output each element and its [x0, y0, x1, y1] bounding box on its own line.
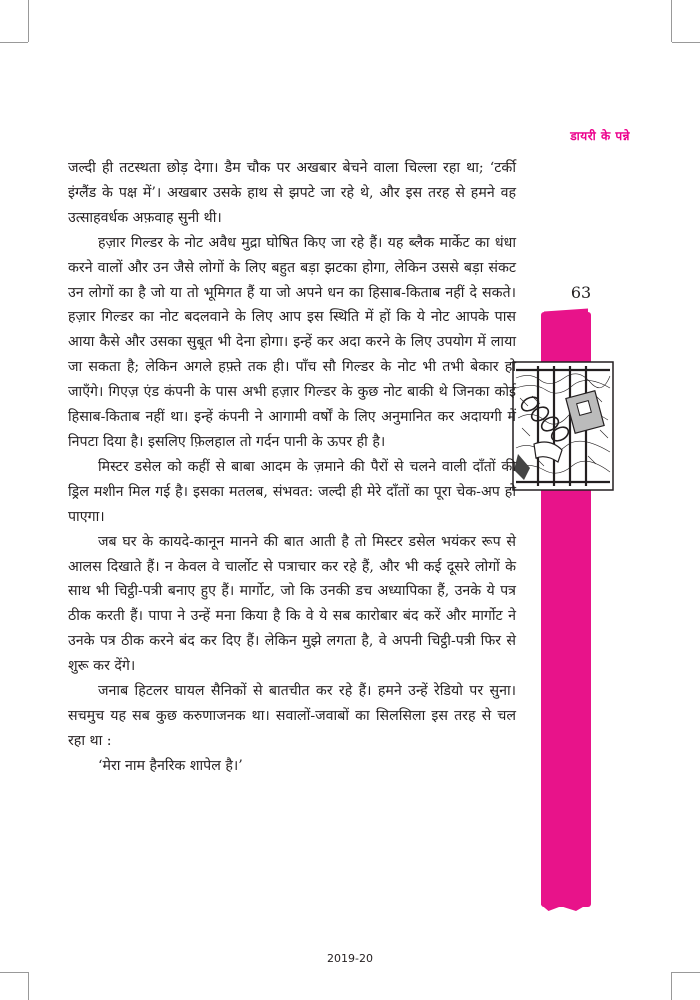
- paragraph-3: मिस्टर डसेल को कहीं से बाबा आदम के ज़माने की पैरों से चलने वाली दाँतों की ड्रिल मशीन मिल गई है। इसका मतलब, संभवत: जल्दी ही मेरे दाँतों का पूरा चेक-अप हो पाएगा।: [68, 458, 516, 525]
- paragraph-5: जनाब हिटलर घायल सैनिकों से बातचीत कर रहे हैं। हमने उन्हें रेडियो पर सुना। सचमुच यह सब कुछ करुणाजनक था। सवालों-जवाबों का सिलसिला इस तरह से चल रहा था :: [68, 683, 516, 749]
- running-header: डायरी के पन्ने: [570, 129, 630, 143]
- body-text: [68, 156, 516, 779]
- prison-bars-illustration: [510, 358, 616, 494]
- crop-mark-bl-h: [0, 972, 28, 973]
- page-number: 63: [570, 283, 592, 302]
- crop-mark-tr-h: [672, 42, 700, 43]
- crop-mark-tr-v: [671, 0, 672, 42]
- paragraph-2: हज़ार गिल्डर के नोट अवैध मुद्रा घोषित किए जा रहे हैं। यह ब्लैक मार्केट का धंधा करने वालों और उन जैसे लोगों के लिए बहुत बड़ा झटका होगा, लेकिन उससे बड़ा संकट उन लोगों का है जो या तो भूमिगत हैं या जो अपने धन का हिसाब-किताब नहीं दे सकते। हज़ार गिल्डर का नोट बदलवाने के लिए आप इस स्थिति में हों कि ये नोट आपके पास आया कैसे और उसका सुबूत भी देना होगा। इन्हें कर अदा करने के लिए उपयोग में लाया जा सकता है; लेकिन अगले हफ़्ते तक ही। पाँच सौ गिल्डर के नोट भी तभी बेकार हो जाएँगे। गिएज़ एंड कंपनी के पास अभी हज़ार गिल्डर के कुछ नोट बाकी थे जिनका कोई हिसाब-किताब नहीं था। इन्हें कंपनी ने आगामी वर्षों के लिए अनुमानित कर अदायगी में निपटा दिया है। इसलिए फ़िलहाल तो गर्दन पानी के ऊपर ही है।: [68, 234, 516, 450]
- paragraph-4: जब घर के कायदे-कानून मानने की बात आती है तो मिस्टर डसेल भयंकर रूप से आलस दिखाते हैं। न केवल वे चार्लोट से पत्राचार कर रहे हैं, और भी कई दूसरे लोगों के साथ भी चिट्ठी-पत्री बनाए हुए हैं। मार्गोट, जो कि उनकी डच अध्यापिका हैं, उनके ये पत्र ठीक करती हैं। पापा ने उन्हें मना किया है कि वे ये सब कारोबार बंद करें और मार्गोट ने उनके पत्र ठीक करने बंद कर दिए हैं। लेकिन मुझे लगता है, वे अपनी चिट्ठी-पत्री फिर से शुरू कर देंगे।: [68, 533, 516, 675]
- crop-mark-tl-v: [28, 0, 29, 42]
- paragraph-6: ‘मेरा नाम हैनरिक शापेल है।’: [98, 757, 243, 774]
- crop-mark-bl-v: [28, 972, 29, 1000]
- crop-mark-br-v: [671, 972, 672, 1000]
- paragraph-1: जल्दी ही तटस्थता छोड़ देगा। डैम चौक पर अखबार बेचने वाला चिल्ला रहा था; ‘टर्की इंग्लैंड के पक्ष में’। अखबार उसके हाथ से झपटे जा रहे थे, और इस तरह से हमने वह उत्साहवर्धक अफ़वाह सुनी थी।: [68, 160, 516, 226]
- crop-mark-tl-h: [0, 42, 28, 43]
- footer-year: 2019-20: [327, 952, 373, 965]
- crop-mark-br-h: [672, 972, 700, 973]
- margin-stripe-bottom: [541, 895, 591, 911]
